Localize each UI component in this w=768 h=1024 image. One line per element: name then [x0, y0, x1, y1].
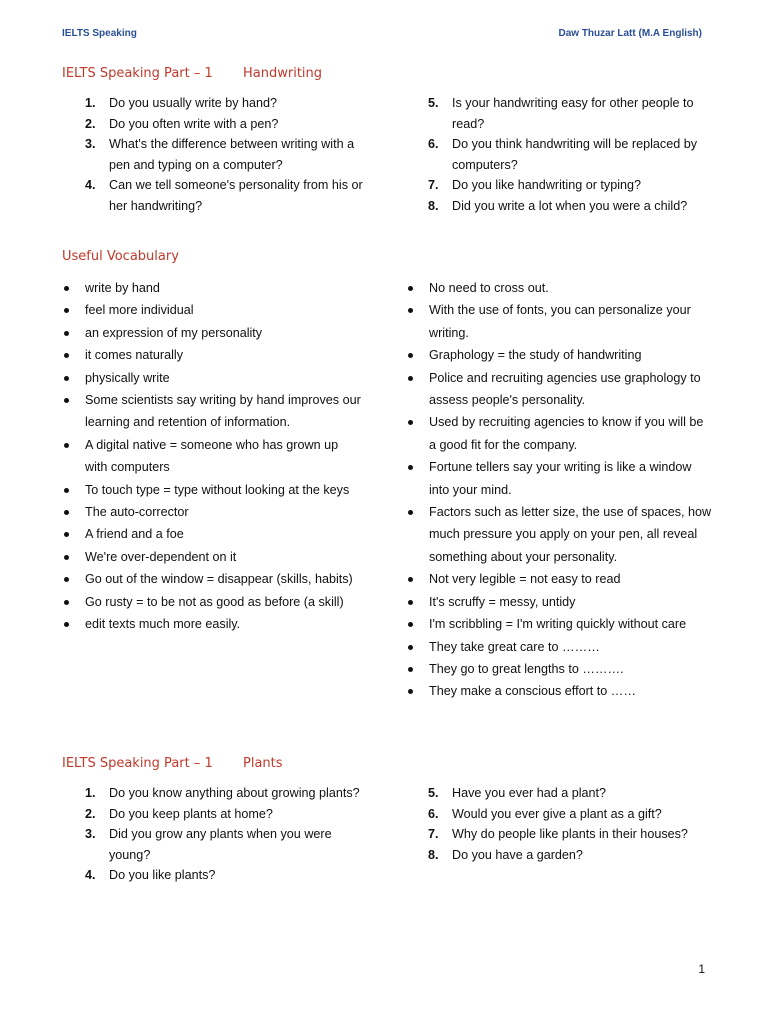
question-number: 3.	[85, 137, 96, 151]
question-text: Did you write a lot when you were a child?	[452, 198, 688, 213]
question-text: Can we tell someone's personality from his or her handwriting?	[109, 178, 363, 213]
plants-section-title	[62, 756, 283, 771]
plants-questions-right	[428, 783, 708, 865]
section-part-label: IELTS Speaking Part – 1	[62, 66, 213, 81]
vocab-item: I'm scribbling = I'm writing quickly without care	[406, 613, 712, 635]
section-topic-label: Plants	[243, 756, 283, 771]
vocab-item: Factors such as letter size, the use of spaces, how much pressure you apply on your pen, all reveal something about your personality.	[406, 501, 712, 568]
question-text: Do you often write with a pen?	[109, 116, 279, 131]
question-item	[428, 93, 718, 134]
question-item	[85, 824, 365, 865]
question-text: Is your handwriting easy for other people to read?	[452, 96, 694, 131]
question-number: 5.	[428, 96, 439, 110]
vocab-item: Some scientists say writing by hand improves our learning and retention of information.	[62, 389, 362, 434]
question-item	[85, 783, 365, 804]
vocab-item: A digital native = someone who has grown up with computers	[62, 434, 362, 479]
vocab-item: With the use of fonts, you can personalize your writing.	[406, 299, 712, 344]
question-text: What's the difference between writing with a pen and typing on a computer?	[109, 137, 355, 172]
question-number: 2.	[85, 116, 96, 131]
vocab-item: It's scruffy = messy, untidy	[406, 591, 712, 613]
vocab-item: We're over-dependent on it	[62, 546, 362, 568]
handwriting-section-title	[62, 66, 323, 81]
vocabulary-list-left	[62, 277, 362, 636]
vocab-item: it comes naturally	[62, 344, 362, 366]
question-item	[428, 845, 708, 866]
vocab-item: No need to cross out.	[406, 277, 712, 299]
question-item	[428, 175, 718, 196]
question-text: Did you grow any plants when you were young?	[109, 827, 332, 862]
question-number: 6.	[428, 806, 439, 821]
question-number: 8.	[428, 198, 439, 213]
vocab-item: To touch type = type without looking at the keys	[62, 479, 362, 501]
vocab-item: They go to great lengths to ……….	[406, 658, 712, 680]
vocab-item: Fortune tellers say your writing is like a window into your mind.	[406, 456, 712, 501]
section-topic-label: Handwriting	[243, 66, 323, 81]
page-number: 1	[698, 962, 705, 976]
question-number: 4.	[85, 178, 96, 192]
question-text: Why do people like plants in their houses?	[452, 827, 688, 841]
vocab-item: edit texts much more easily.	[62, 613, 362, 635]
question-number: 7.	[428, 178, 439, 192]
question-number: 8.	[428, 847, 439, 862]
question-text: Do you like handwriting or typing?	[452, 178, 642, 192]
question-item	[428, 783, 708, 804]
plants-questions-left	[85, 783, 365, 886]
section-part-label: IELTS Speaking Part – 1	[62, 756, 213, 771]
vocabulary-title: Useful Vocabulary	[62, 249, 179, 264]
question-number: 1.	[85, 786, 96, 800]
vocab-item: Not very legible = not easy to read	[406, 568, 712, 590]
question-number: 4.	[85, 868, 96, 882]
question-text: Would you ever give a plant as a gift?	[452, 806, 662, 821]
question-number: 6.	[428, 137, 439, 151]
question-item	[85, 134, 365, 175]
question-item	[428, 824, 708, 845]
vocab-item: They take great care to ………	[406, 636, 712, 658]
vocab-item: an expression of my personality	[62, 322, 362, 344]
question-item	[85, 804, 365, 825]
question-text: Do you think handwriting will be replaced by computers?	[452, 137, 698, 172]
question-number: 5.	[428, 786, 439, 800]
question-number: 3.	[85, 827, 96, 841]
question-item	[85, 175, 365, 216]
question-item	[428, 196, 718, 217]
question-text: Have you ever had a plant?	[452, 786, 607, 800]
vocab-item: They make a conscious effort to ……	[406, 680, 712, 702]
question-text: Do you know anything about growing plants?	[109, 786, 360, 800]
question-text: Do you like plants?	[109, 868, 216, 882]
header-left: IELTS Speaking	[62, 28, 137, 39]
vocab-item: The auto-corrector	[62, 501, 362, 523]
question-text: Do you keep plants at home?	[109, 806, 273, 821]
question-number: 1.	[85, 96, 96, 110]
handwriting-questions-left	[85, 93, 365, 216]
question-item	[428, 134, 718, 175]
question-item	[85, 93, 365, 114]
question-number: 2.	[85, 806, 96, 821]
question-text: Do you have a garden?	[452, 847, 583, 862]
vocab-item: Graphology = the study of handwriting	[406, 344, 712, 366]
vocabulary-list-right	[406, 277, 712, 703]
question-item	[85, 865, 365, 886]
vocab-item: feel more individual	[62, 299, 362, 321]
header-right: Daw Thuzar Latt (M.A English)	[558, 28, 702, 39]
handwriting-questions-right	[428, 93, 718, 216]
question-item	[85, 114, 365, 135]
vocab-item: Used by recruiting agencies to know if you will be a good fit for the company.	[406, 411, 712, 456]
vocab-item: physically write	[62, 367, 362, 389]
vocab-item: Go rusty = to be not as good as before (a skill)	[62, 591, 362, 613]
vocab-item: write by hand	[62, 277, 362, 299]
question-item	[428, 804, 708, 825]
question-number: 7.	[428, 827, 439, 841]
vocab-item: A friend and a foe	[62, 523, 362, 545]
vocab-item: Police and recruiting agencies use graphology to assess people's personality.	[406, 367, 712, 412]
vocab-item: Go out of the window = disappear (skills, habits)	[62, 568, 362, 590]
question-text: Do you usually write by hand?	[109, 96, 278, 110]
